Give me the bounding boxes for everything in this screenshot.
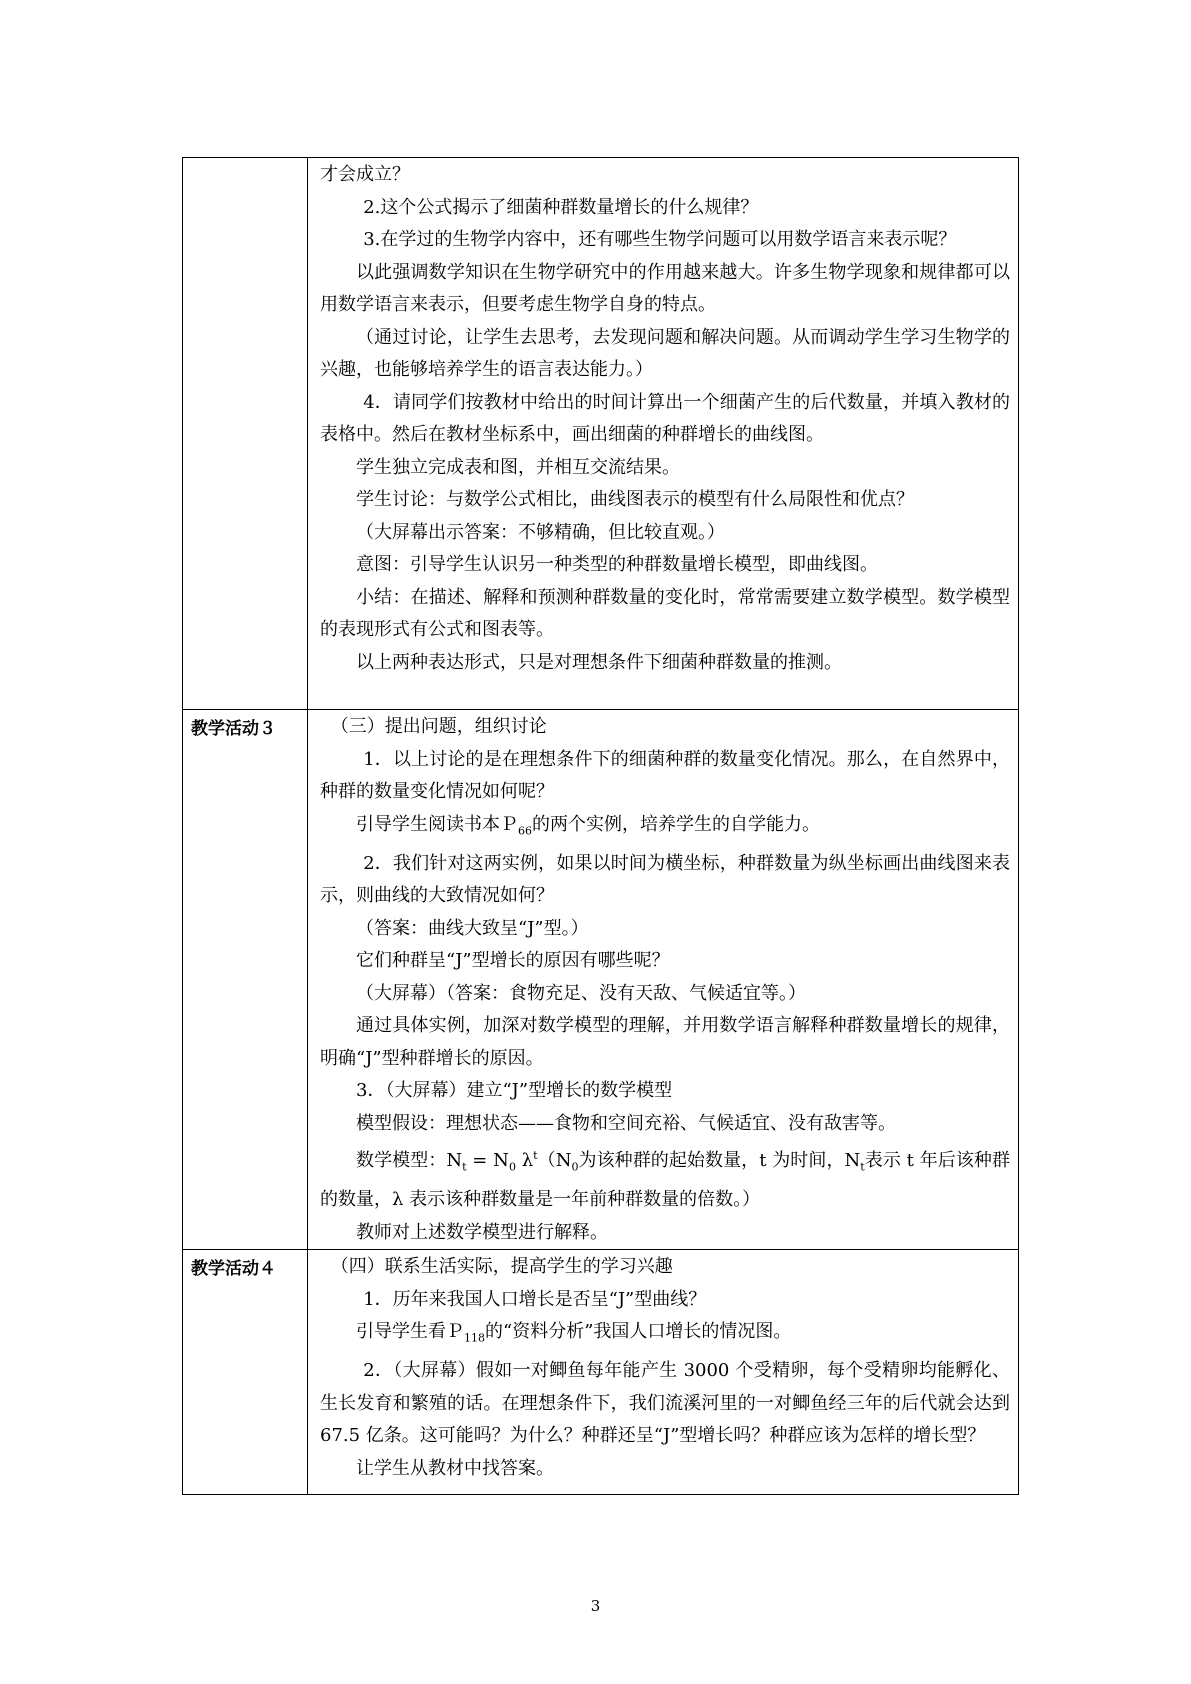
paragraph: 学生独立完成表和图，并相互交流结果。 [356,456,680,478]
paragraph: 以此强调数学知识在生物学研究中的作用越来越大。许多生物学现象和规律都可以用数学语言来表示，但要考虑生物学自身的特点。 [320,261,1010,315]
math-model-paragraph: 数学模型：$N_t = N_0$ $\lambda^t(N_0$为该种群的起始数量，t 为时间，$N_t$表示 t 年后该种群的数量，λ 表示该种群数量是一年前种群数量的倍数。） [320,1149,1010,1211]
paragraph: 模型假设：理想状态——食物和空间充裕、气候适宜、没有敌害等。 [356,1112,896,1134]
paragraph: 2．我们针对这两实例，如果以时间为横坐标，种群数量为纵坐标画出曲线图来表示，则曲线的大致情况如何？ [320,852,1010,907]
paragraph: 意图：引导学生认识另一种类型的种群数量增长模型，即曲线图。 [356,554,878,575]
activity-label [183,158,307,161]
page-number: 3 [590,1597,601,1615]
paragraph: （答案：曲线大致呈“J”型。） [356,917,589,939]
section-heading: （三）提出问题，组织讨论 [330,716,547,737]
lesson-plan-table [182,157,1019,1495]
section-heading: （四）联系生活实际，提高学生的学习兴趣 [330,1256,673,1278]
table-row [183,1250,1019,1495]
paragraph: 学生讨论：与数学公式相比，曲线图表示的模型有什么局限性和优点？ [356,489,914,510]
paragraph: 它们种群呈“J”型增长的原因有哪些呢？ [356,950,670,972]
paragraph: （大屏幕出示答案：不够精确，但比较直观。） [356,521,725,543]
paragraph: 1．以上讨论的是在理想条件下的细菌种群的数量变化情况。那么，在自然界中，种群的数量变化情况如何呢？ [320,748,1010,802]
activity-content-cell [308,158,1019,710]
activity-content-cell [308,1250,1019,1495]
paragraph: （大屏幕）（答案：食物充足、没有天敌、气候适宜等。） [356,982,806,1004]
activity-content-cell [308,710,1019,1250]
paragraph: 3．（大屏幕）建立“J”型增长的数学模型 [356,1080,673,1102]
paragraph: 小结：在描述、解释和预测种群数量的变化时，常常需要建立数学模型。数学模型的表现形式有公式和图表等。 [320,586,1010,640]
paragraph: （通过讨论，让学生去思考，去发现问题和解决问题。从而调动学生学习生物学的兴趣，也能够培养学生的语言表达能力。） [320,326,1010,380]
paragraph: 4．请同学们按教材中给出的时间计算出一个细菌产生的后代数量，并填入教材的表格中。然后在教材坐标系中，画出细菌的种群增长的曲线图。 [320,391,1010,445]
paragraph: 3.在学过的生物学内容中，还有哪些生物学问题可以用数学语言来表示呢？ [363,229,957,250]
paragraph: 教师对上述数学模型进行解释。 [356,1221,608,1243]
activity-label: 教学活动３ [191,719,276,739]
activity-label-cell [183,1250,308,1495]
table-row [183,710,1019,1250]
paragraph: 1．历年来我国人口增长是否呈“J”型曲线？ [363,1288,707,1310]
paragraph: 2.这个公式揭示了细菌种群数量增长的什么规律？ [363,196,759,218]
paragraph: 通过具体实例，加深对数学模型的理解，并用数学语言解释种群数量增长的规律，明确“J”型种群增长的原因。 [320,1015,1010,1069]
paragraph: 让学生从教材中找答案。 [356,1457,554,1479]
paragraph: 引导学生看Ｐ$_{118}$的“资料分析”我国人口增长的情况图。 [356,1321,792,1345]
paragraph: 才会成立？ [320,164,410,185]
paragraph: 以上两种表达形式，只是对理想条件下细菌种群数量的推测。 [356,651,842,673]
activity-label-cell [183,158,308,710]
activity-label: 教学活动４ [191,1259,276,1280]
paragraph: 引导学生阅读书本Ｐ$_{66}$的两个实例，培养学生的自学能力。 [356,813,820,838]
activity-label-cell [183,710,308,1250]
paragraph: 2．（大屏幕）假如一对鲫鱼每年能产生 3000 个受精卵，每个受精卵均能孵化、生长发育和繁殖的话。在理想条件下，我们流溪河里的一对鲫鱼经三年的后代就会达到 67.5 亿条。这可能吗？为什么？种群还呈“J”型增长吗？种群应该为怎样的增长型？ [320,1360,1010,1447]
table-row [183,158,1019,710]
